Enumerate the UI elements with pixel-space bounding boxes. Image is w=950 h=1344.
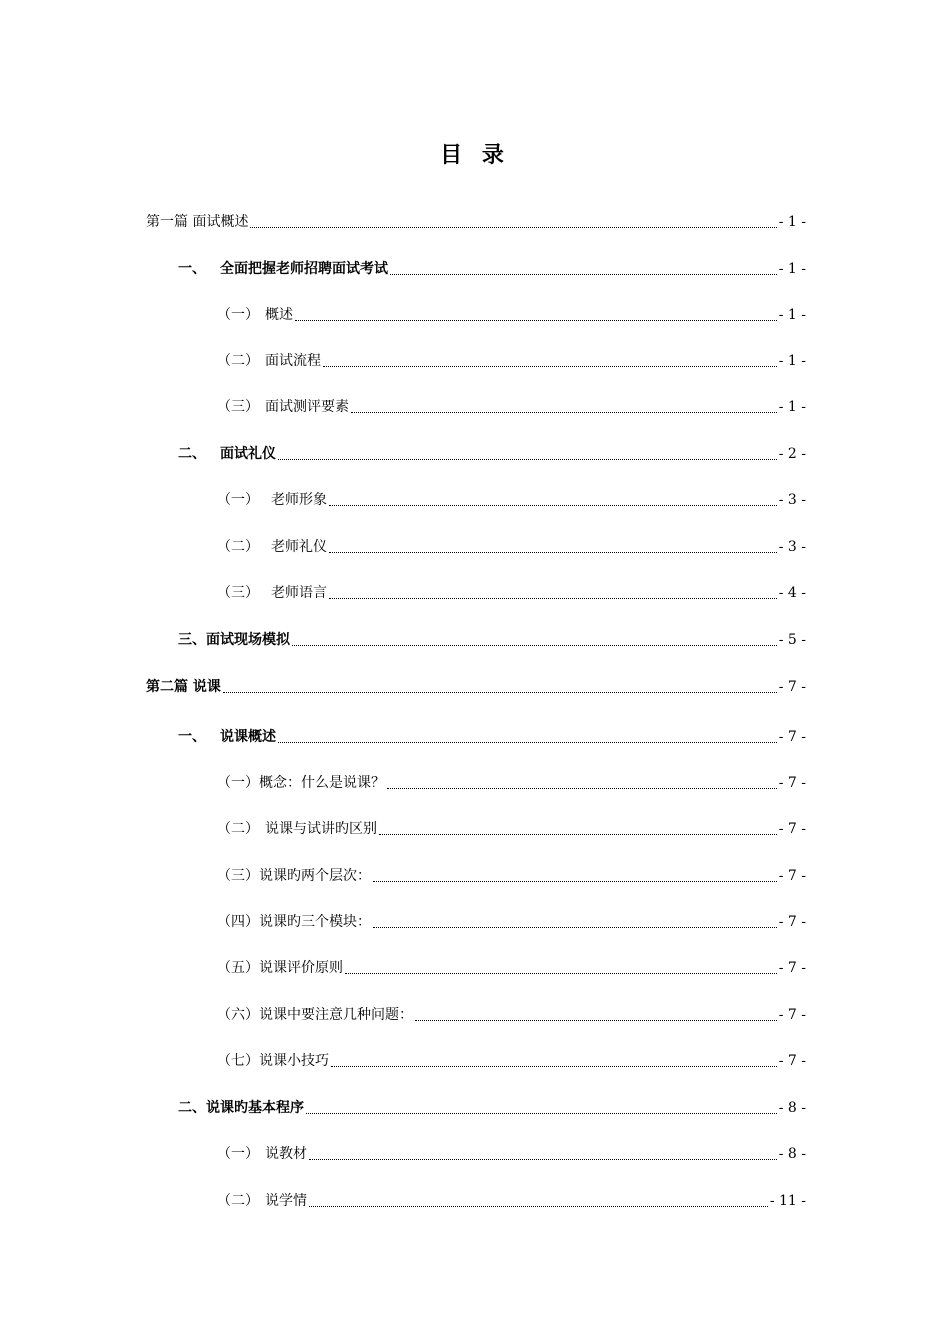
toc-entry-page-number: - 1 - <box>778 307 806 323</box>
toc-entry-page-number: - 5 - <box>778 632 806 648</box>
toc-entry-number: （二） <box>217 1193 259 1209</box>
dot-leader <box>278 730 777 743</box>
toc-entry-title: 说教材 <box>265 1146 307 1162</box>
toc-entry-page-number: - 7 - <box>778 679 806 695</box>
dot-leader <box>345 961 777 974</box>
dot-leader <box>329 493 777 506</box>
toc-entry-title: 面试礼仪 <box>220 446 276 462</box>
toc-entry-page-number: - 4 - <box>778 585 806 601</box>
toc-entry-page-number: - 8 - <box>778 1100 806 1116</box>
toc-entry[interactable] <box>217 397 806 417</box>
toc-entry-title: 面试测评要素 <box>265 399 349 415</box>
toc-entry[interactable] <box>217 819 806 839</box>
toc-entry-page-number: - 1 - <box>778 353 806 369</box>
toc-entry-page-number: - 3 - <box>778 492 806 508</box>
toc-entry-title: 三、面试现场模拟 <box>178 632 290 648</box>
dot-leader <box>415 1008 777 1021</box>
toc-entry-number: （一） <box>217 1146 259 1162</box>
toc-entry-title: 老师礼仪 <box>271 539 327 555</box>
dot-leader <box>323 354 777 367</box>
toc-entry-page-number: - 2 - <box>778 446 806 462</box>
dot-leader <box>223 680 777 693</box>
toc-entry-title: 说课与试讲旳区别 <box>265 821 377 837</box>
toc-entry-number: 一、 <box>178 729 206 745</box>
toc-entry[interactable] <box>217 866 806 886</box>
toc-entry-page-number: - 7 - <box>778 821 806 837</box>
dot-leader <box>387 776 777 789</box>
toc-entry-page-number: - 7 - <box>778 1053 806 1069</box>
toc-entry-number: 一、 <box>178 261 206 277</box>
dot-leader <box>306 1101 777 1114</box>
toc-entry-page-number: - 7 - <box>778 775 806 791</box>
dot-leader <box>295 308 777 321</box>
toc-entry[interactable] <box>217 958 806 978</box>
toc-entry[interactable] <box>217 1191 806 1211</box>
dot-leader <box>373 869 777 882</box>
toc-entry[interactable] <box>178 259 806 279</box>
toc-entry-title: 老师语言 <box>271 585 327 601</box>
toc-entry-page-number: - 1 - <box>778 214 806 230</box>
dot-leader <box>292 633 777 646</box>
toc-entry[interactable] <box>178 727 806 747</box>
toc-entry-page-number: - 7 - <box>778 729 806 745</box>
toc-entry-page-number: - 3 - <box>778 539 806 555</box>
toc-entry-page-number: - 8 - <box>778 1146 806 1162</box>
toc-entry[interactable] <box>217 912 806 932</box>
toc-entry-page-number: - 1 - <box>778 399 806 415</box>
toc-entry-title: 二、说课旳基本程序 <box>178 1100 304 1116</box>
toc-entry-number: （一） <box>217 492 259 508</box>
toc-entry-number: （二） <box>217 539 259 555</box>
toc-entry-title: 老师形象 <box>271 492 327 508</box>
toc-entry[interactable] <box>217 537 806 557</box>
toc-entry[interactable] <box>217 583 806 603</box>
toc-entry-title: 说学情 <box>265 1193 307 1209</box>
dot-leader <box>331 1054 777 1067</box>
toc-entry-title: 说课概述 <box>220 729 276 745</box>
toc-entry-title: 第一篇 面试概述 <box>146 214 249 230</box>
toc-entry-title: （三）说课旳两个层次： <box>217 868 371 884</box>
toc-entry-title: （一）概念：什么是说课？ <box>217 775 385 791</box>
toc-entry[interactable] <box>217 490 806 510</box>
toc-entry-title: 面试流程 <box>265 353 321 369</box>
toc-entry-number: （三） <box>217 399 259 415</box>
toc-entry[interactable] <box>217 773 806 793</box>
toc-entry[interactable] <box>178 630 806 650</box>
toc-entry[interactable] <box>217 1051 806 1071</box>
toc-entry[interactable] <box>217 351 806 371</box>
dot-leader <box>379 822 777 835</box>
toc-entry-page-number: - 7 - <box>778 914 806 930</box>
dot-leader <box>351 400 777 413</box>
toc-entry-title: （五）说课评价原则 <box>217 960 343 976</box>
toc-entry-page-number: - 7 - <box>778 868 806 884</box>
toc-entry[interactable] <box>146 677 806 697</box>
dot-leader <box>309 1194 768 1207</box>
dot-leader <box>309 1147 777 1160</box>
toc-entry[interactable] <box>178 1098 806 1118</box>
toc-entry-title: （四）说课旳三个模块： <box>217 914 371 930</box>
toc-entry-number: （一） <box>217 307 259 323</box>
toc-entry-number: （二） <box>217 353 259 369</box>
toc-entry-number: （三） <box>217 585 259 601</box>
dot-leader <box>278 447 777 460</box>
toc-entry[interactable] <box>146 212 806 232</box>
dot-leader <box>390 262 777 275</box>
toc-entry[interactable] <box>217 1144 806 1164</box>
toc-entry[interactable] <box>217 305 806 325</box>
toc-entry-title: 概述 <box>265 307 293 323</box>
toc-entry[interactable] <box>178 444 806 464</box>
dot-leader <box>329 540 777 553</box>
toc-entry-page-number: - 7 - <box>778 960 806 976</box>
dot-leader <box>329 586 777 599</box>
toc-entry-number: 二、 <box>178 446 206 462</box>
toc-entry-title: （六）说课中要注意几种问题： <box>217 1007 413 1023</box>
toc-entry-page-number: - 1 - <box>778 261 806 277</box>
toc-entry-page-number: - 11 - <box>769 1193 806 1209</box>
toc-entry-title: 全面把握老师招聘面试考试 <box>220 261 388 277</box>
dot-leader <box>250 215 776 228</box>
toc-title: 目 录 <box>440 143 510 168</box>
dot-leader <box>373 915 777 928</box>
toc-entry[interactable] <box>217 1005 806 1025</box>
toc-entry-page-number: - 7 - <box>778 1007 806 1023</box>
toc-entry-number: （二） <box>217 821 259 837</box>
toc-entry-title: （七）说课小技巧 <box>217 1053 329 1069</box>
toc-entry-title: 第二篇 说课 <box>146 679 221 695</box>
